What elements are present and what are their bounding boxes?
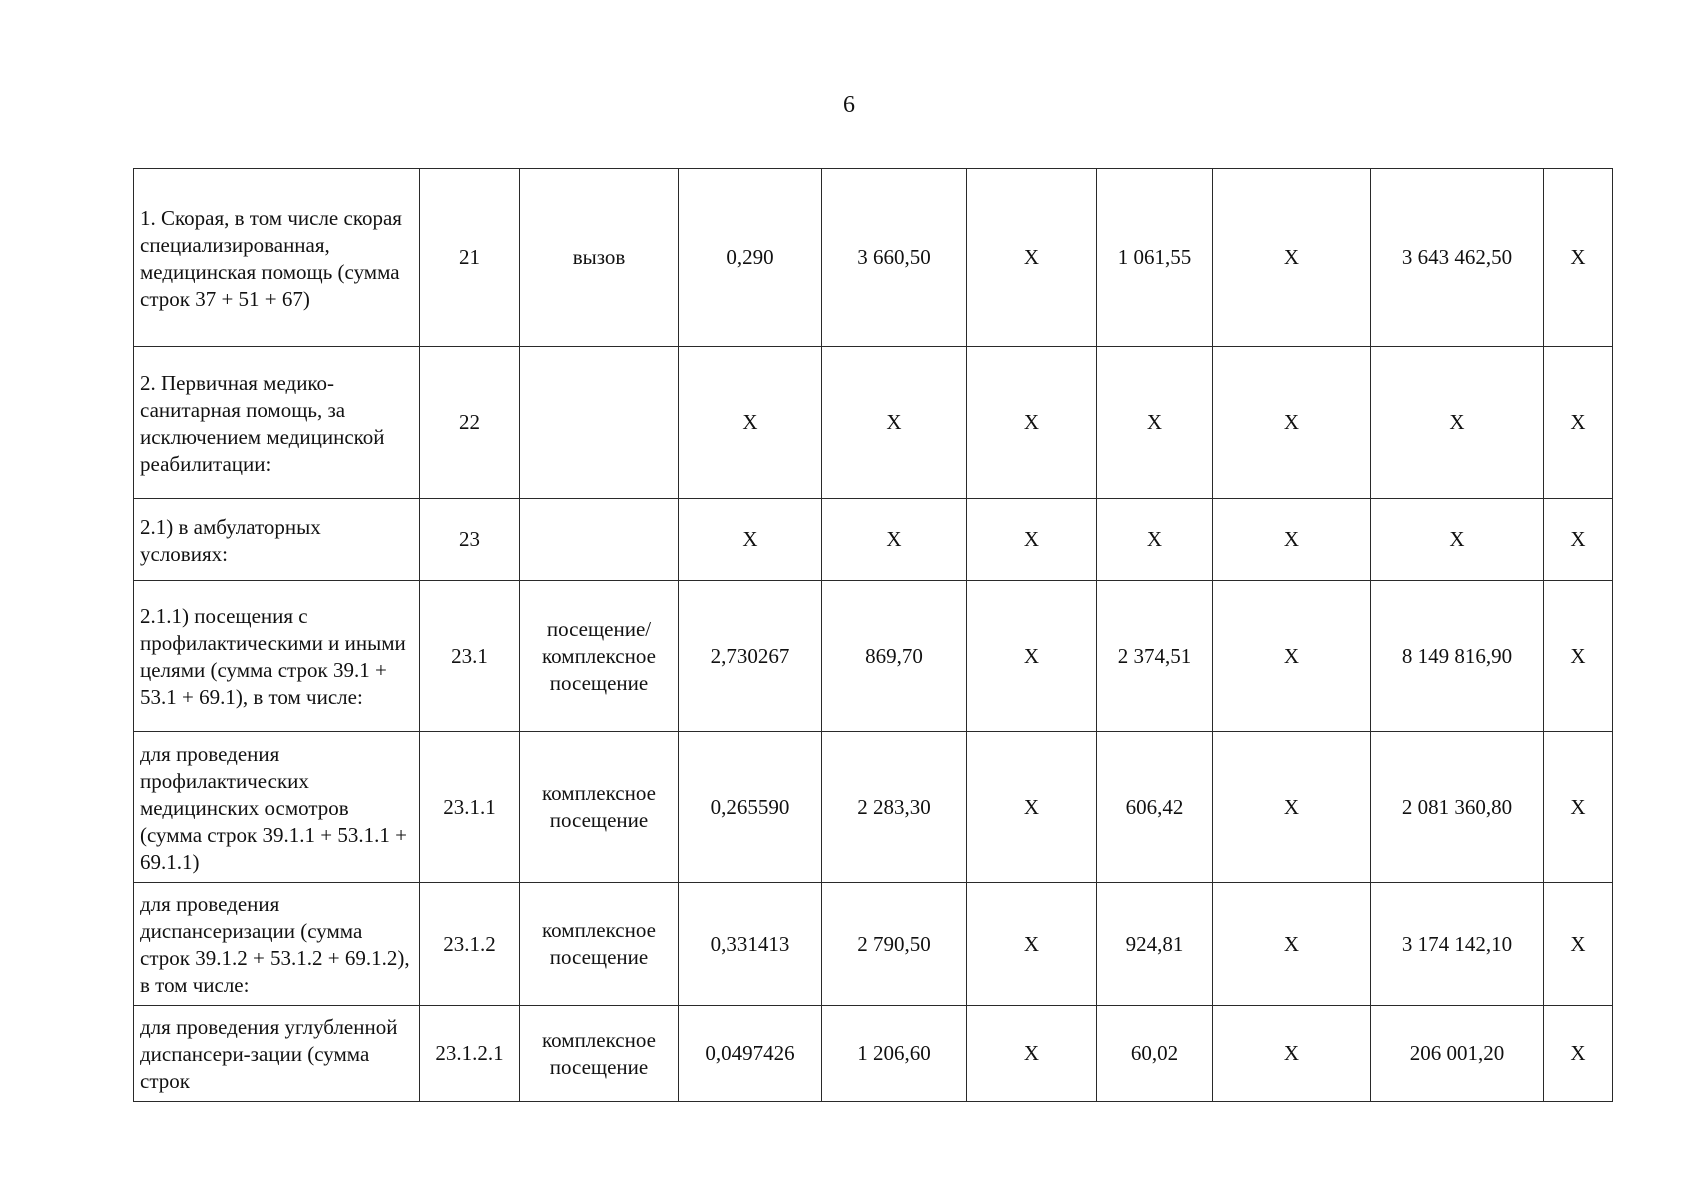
value-cell: Х — [1544, 732, 1613, 883]
value-cell: 0,265590 — [679, 732, 822, 883]
value-cell: 60,02 — [1097, 1006, 1213, 1102]
value-cell: Х — [967, 347, 1097, 499]
value-cell: 924,81 — [1097, 883, 1213, 1006]
row-name-cell: для проведения углубленной диспансери-зации (сумма строк — [134, 1006, 420, 1102]
data-table — [133, 168, 1613, 1102]
value-cell: Х — [1213, 732, 1371, 883]
row-name-cell: 2. Первичная медико-санитарная помощь, за исключением медицинской реабилитации: — [134, 347, 420, 499]
value-cell: Х — [1213, 883, 1371, 1006]
table-row — [134, 347, 1613, 499]
row-name-cell: для проведения профилактических медицинских осмотров (сумма строк 39.1.1 + 53.1.1 + 69.1.1) — [134, 732, 420, 883]
row-name-cell: для проведения диспансеризации (сумма строк 39.1.2 + 53.1.2 + 69.1.2), в том числе: — [134, 883, 420, 1006]
value-cell: Х — [1213, 1006, 1371, 1102]
line-number-cell: 23.1.1 — [420, 732, 520, 883]
value-cell: 869,70 — [822, 581, 967, 732]
unit-cell — [520, 499, 679, 581]
value-cell: 1 061,55 — [1097, 169, 1213, 347]
value-cell: Х — [1544, 347, 1613, 499]
value-cell: Х — [1371, 499, 1544, 581]
row-name-cell: 1. Скорая, в том числе скорая специализированная, медицинская помощь (сумма строк 37 + 51 + 67) — [134, 169, 420, 347]
value-cell: Х — [967, 169, 1097, 347]
value-cell: Х — [1544, 499, 1613, 581]
value-cell: Х — [1544, 1006, 1613, 1102]
table-row — [134, 732, 1613, 883]
value-cell: Х — [679, 499, 822, 581]
value-cell: Х — [967, 581, 1097, 732]
line-number-cell: 23 — [420, 499, 520, 581]
unit-cell: комплексное посещение — [520, 1006, 679, 1102]
page-number: 6 — [843, 92, 855, 118]
value-cell: Х — [1097, 347, 1213, 499]
line-number-cell: 23.1 — [420, 581, 520, 732]
table-row — [134, 169, 1613, 347]
line-number-cell: 23.1.2.1 — [420, 1006, 520, 1102]
value-cell: Х — [1213, 499, 1371, 581]
value-cell: 3 643 462,50 — [1371, 169, 1544, 347]
value-cell: 2 374,51 — [1097, 581, 1213, 732]
table-row — [134, 883, 1613, 1006]
value-cell: Х — [822, 499, 967, 581]
value-cell: 2 790,50 — [822, 883, 967, 1006]
value-cell: Х — [967, 499, 1097, 581]
value-cell: Х — [1213, 347, 1371, 499]
value-cell: 606,42 — [1097, 732, 1213, 883]
value-cell: Х — [1213, 169, 1371, 347]
value-cell: Х — [1213, 581, 1371, 732]
value-cell: 0,331413 — [679, 883, 822, 1006]
table-row — [134, 499, 1613, 581]
unit-cell: комплексное посещение — [520, 732, 679, 883]
value-cell: Х — [822, 347, 967, 499]
line-number-cell: 23.1.2 — [420, 883, 520, 1006]
line-number-cell: 22 — [420, 347, 520, 499]
row-name-cell: 2.1.1) посещения с профилактическими и иными целями (сумма строк 39.1 + 53.1 + 69.1), в том числе: — [134, 581, 420, 732]
value-cell: 3 660,50 — [822, 169, 967, 347]
value-cell: Х — [967, 732, 1097, 883]
value-cell: 0,0497426 — [679, 1006, 822, 1102]
value-cell: Х — [1544, 581, 1613, 732]
value-cell: Х — [967, 883, 1097, 1006]
row-name-cell: 2.1) в амбулаторных условиях: — [134, 499, 420, 581]
value-cell: Х — [679, 347, 822, 499]
value-cell: 3 174 142,10 — [1371, 883, 1544, 1006]
value-cell: Х — [1544, 883, 1613, 1006]
value-cell: Х — [1544, 169, 1613, 347]
value-cell: Х — [1371, 347, 1544, 499]
value-cell: 2 081 360,80 — [1371, 732, 1544, 883]
value-cell: 2,730267 — [679, 581, 822, 732]
value-cell: 1 206,60 — [822, 1006, 967, 1102]
line-number-cell: 21 — [420, 169, 520, 347]
value-cell: Х — [967, 1006, 1097, 1102]
unit-cell: вызов — [520, 169, 679, 347]
value-cell: 8 149 816,90 — [1371, 581, 1544, 732]
unit-cell: комплексное посещение — [520, 883, 679, 1006]
unit-cell — [520, 347, 679, 499]
table-row — [134, 581, 1613, 732]
value-cell: Х — [1097, 499, 1213, 581]
value-cell: 2 283,30 — [822, 732, 967, 883]
value-cell: 0,290 — [679, 169, 822, 347]
unit-cell: посещение/ комплексное посещение — [520, 581, 679, 732]
value-cell: 206 001,20 — [1371, 1006, 1544, 1102]
table-row — [134, 1006, 1613, 1102]
